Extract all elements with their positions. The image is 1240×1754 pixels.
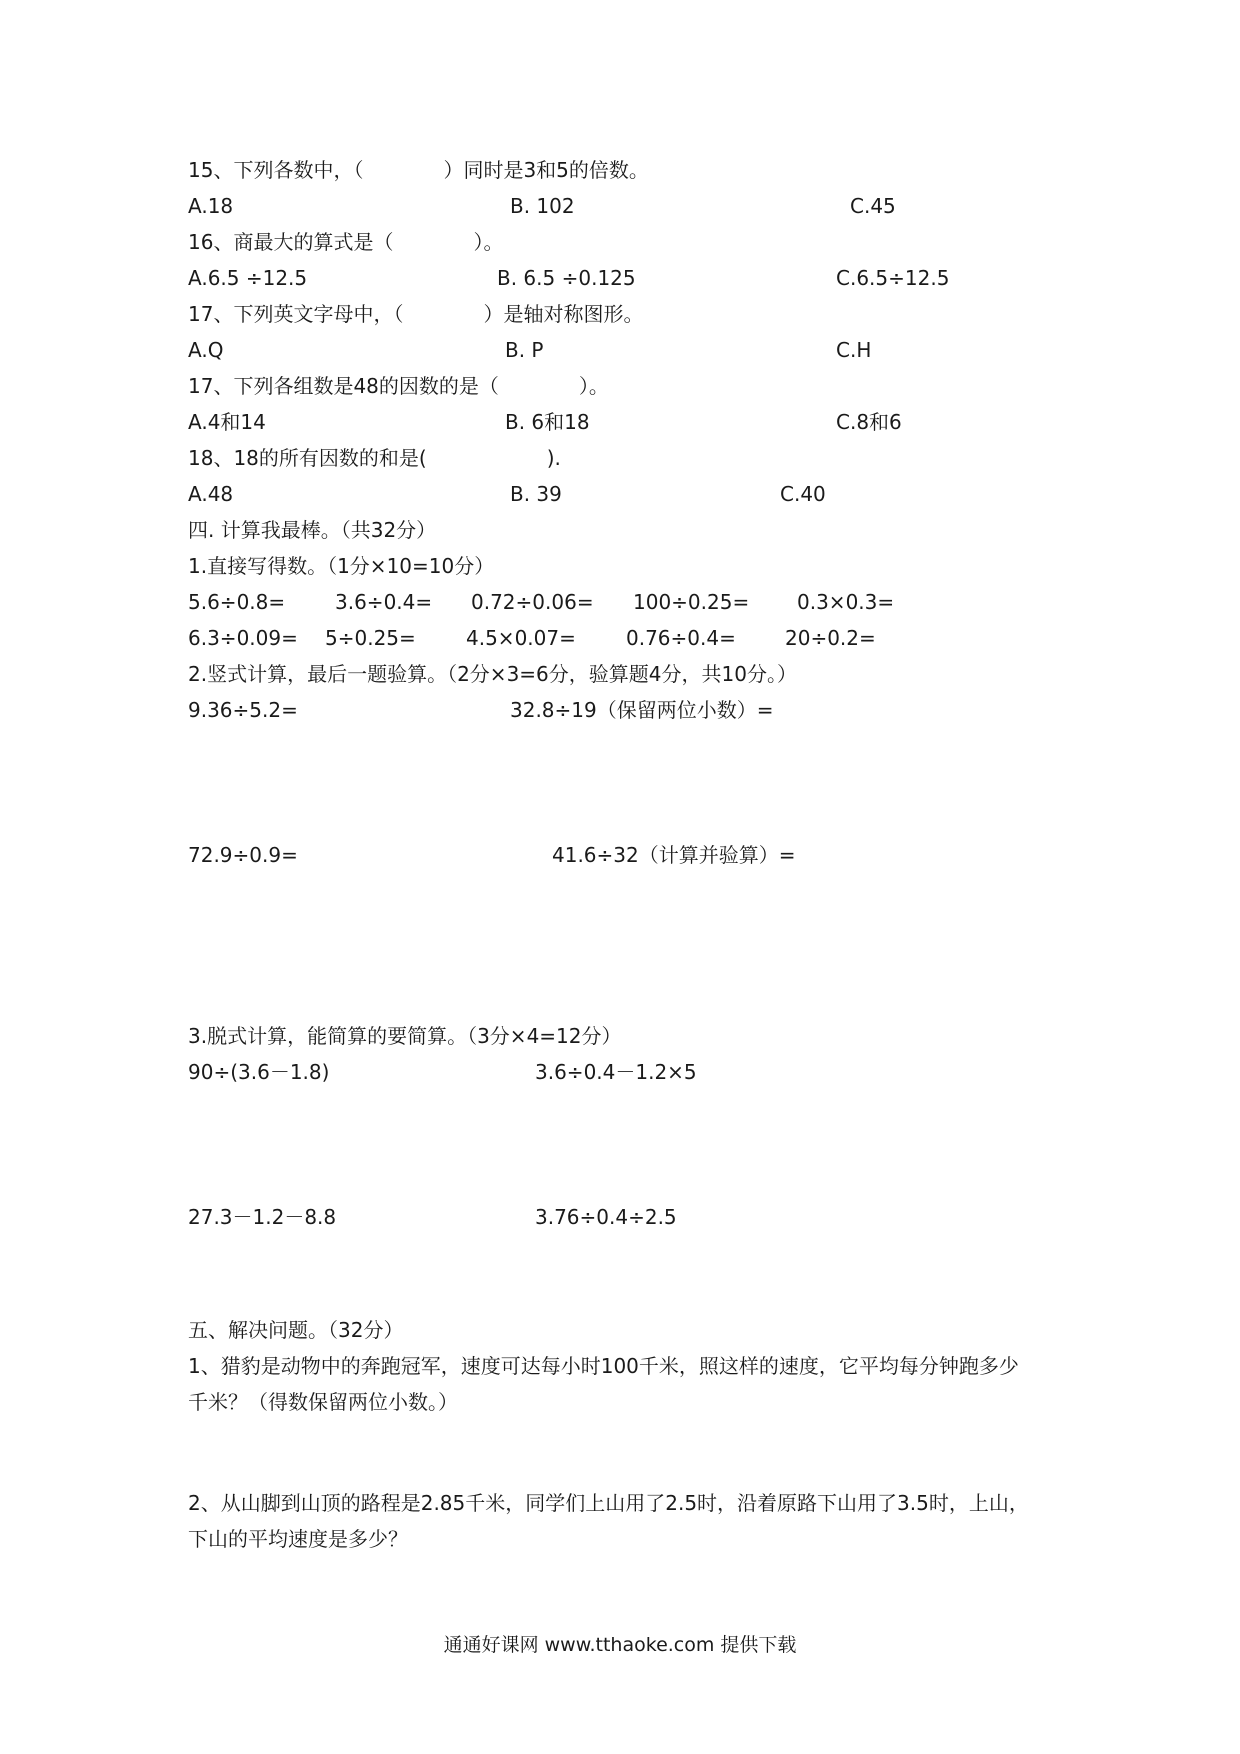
problem-2-line-2: 下山的平均速度是多少？ (188, 1527, 408, 1551)
question-16: 16、商最大的算式是（ ）。 (188, 230, 504, 254)
q15-option-a: A.18 (188, 194, 234, 218)
q16-option-a: A.6.5 ÷12.5 (188, 266, 308, 290)
mental-calc-item: 6.3÷0.09= (188, 626, 298, 650)
vertical-calc-item: 72.9÷0.9= (188, 843, 298, 867)
q17b-option-a: A.4和14 (188, 410, 266, 434)
mental-calc-item: 5.6÷0.8= (188, 590, 286, 614)
mental-calc-item: 4.5×0.07= (466, 626, 576, 650)
stepwise-calc-item: 3.76÷0.4÷2.5 (535, 1205, 677, 1229)
problem-1-line-1: 1、猎豹是动物中的奔跑冠军，速度可达每小时100千米，照这样的速度，它平均每分钟跑多少 (188, 1354, 1019, 1378)
question-18: 18、18的所有因数的和是( ). (188, 446, 561, 470)
part-1-title: 1.直接写得数。（1分×10=10分） (188, 554, 495, 578)
q15-option-b: B. 102 (510, 194, 575, 218)
mental-calc-item: 0.3×0.3= (797, 590, 895, 614)
question-17a: 17、下列英文字母中，（ ）是轴对称图形。 (188, 302, 644, 326)
stepwise-calc-item: 27.3－1.2－8.8 (188, 1205, 337, 1229)
mental-calc-item: 20÷0.2= (785, 626, 876, 650)
stepwise-calc-item: 3.6÷0.4－1.2×5 (535, 1060, 697, 1084)
stepwise-calc-item: 90÷(3.6－1.8) (188, 1060, 330, 1084)
problem-2-line-1: 2、从山脚到山顶的路程是2.85千米，同学们上山用了2.5时，沿着原路下山用了3.5时，上山， (188, 1491, 1029, 1515)
q18-option-b: B. 39 (510, 482, 562, 506)
q18-option-a: A.48 (188, 482, 234, 506)
problem-1-line-2: 千米？（得数保留两位小数。） (188, 1390, 458, 1414)
q18-option-c: C.40 (780, 482, 826, 506)
q17b-option-b: B. 6和18 (505, 410, 590, 434)
vertical-calc-item: 32.8÷19（保留两位小数）= (510, 698, 774, 722)
part-2-title: 2.竖式计算，最后一题验算。（2分×3=6分，验算题4分，共10分。） (188, 662, 797, 686)
part-3-title: 3.脱式计算，能简算的要简算。（3分×4=12分） (188, 1024, 622, 1048)
vertical-calc-item: 9.36÷5.2= (188, 698, 298, 722)
q16-option-c: C.6.5÷12.5 (836, 266, 950, 290)
mental-calc-item: 3.6÷0.4= (335, 590, 433, 614)
question-15: 15、下列各数中，（ ）同时是3和5的倍数。 (188, 158, 649, 182)
vertical-calc-item: 41.6÷32（计算并验算）= (552, 843, 796, 867)
footer-credit: 通通好课网 www.tthaoke.com 提供下载 (443, 1634, 797, 1656)
section-4-title: 四. 计算我最棒。（共32分） (188, 518, 437, 542)
question-17b: 17、下列各组数是48的因数的是（ ）。 (188, 374, 609, 398)
mental-calc-item: 0.76÷0.4= (626, 626, 736, 650)
q17a-option-b: B. P (505, 338, 544, 362)
q15-option-c: C.45 (850, 194, 896, 218)
section-5-title: 五、解决问题。（32分） (188, 1318, 404, 1342)
q17b-option-c: C.8和6 (836, 410, 902, 434)
mental-calc-item: 100÷0.25= (633, 590, 750, 614)
q17a-option-c: C.H (836, 338, 872, 362)
mental-calc-item: 5÷0.25= (325, 626, 416, 650)
mental-calc-item: 0.72÷0.06= (471, 590, 594, 614)
q16-option-b: B. 6.5 ÷0.125 (497, 266, 636, 290)
q17a-option-a: A.Q (188, 338, 224, 362)
